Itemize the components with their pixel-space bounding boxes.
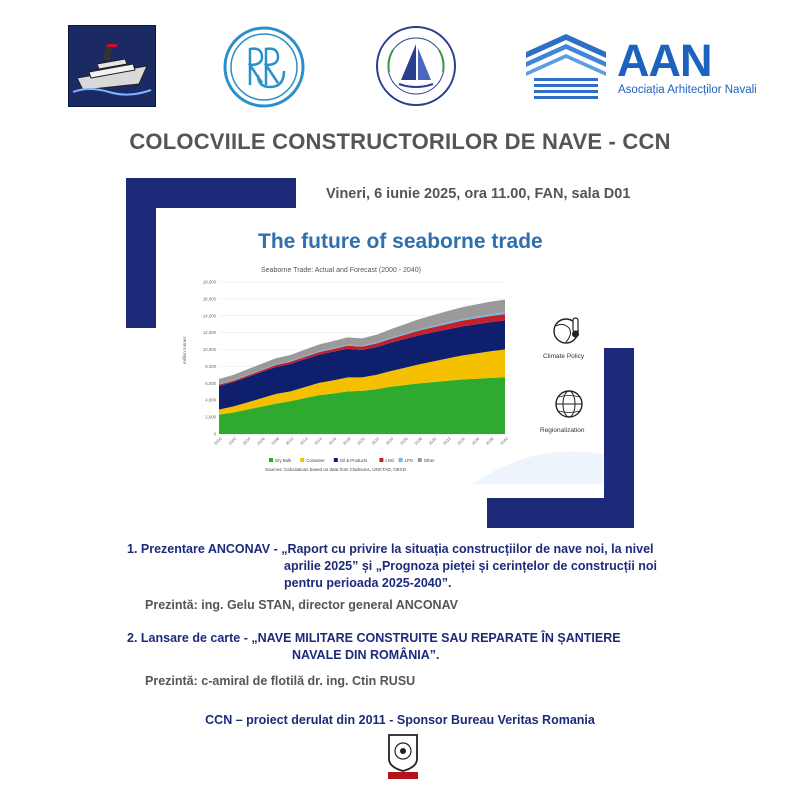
seaborne-trade-chart [173, 222, 603, 484]
program-item-1-continuation: aprilie 2025” și „Prognoza pieței și cerințelor de construcții noi pentru perioada 2025-2040”. [284, 559, 658, 590]
y-tick-label: 0 [213, 431, 216, 437]
thermometer-globe-icon [554, 318, 579, 343]
stacked-waves-icon [526, 32, 606, 102]
x-tick-label: 2020 [356, 436, 366, 446]
frame-corner-bottom-right-horizontal [487, 498, 634, 528]
program-item-2-heading: 2. Lansare de carte - „NAVE MILITARE CONSTRUITE SAU REPARATE ÎN ȘANTIERE [127, 631, 621, 645]
program-item-1-presenter: Prezintă: ing. Gelu STAN, director general ANCONAV [145, 598, 459, 612]
x-tick-label: 2038 [484, 436, 495, 446]
x-tick-label: 2000 [213, 436, 223, 446]
sailboat-seal-icon [375, 24, 457, 108]
regionalization-block [540, 391, 585, 434]
legend-swatch [379, 458, 383, 462]
x-tick-label: 2004 [241, 436, 252, 446]
footer-sponsor-line: CCN – proiect derulat din 2011 - Sponsor Bureau Veritas Romania [205, 713, 595, 727]
legend-label: Oil & Products [339, 458, 368, 463]
chart-panel [173, 222, 603, 484]
y-tick-label: 6,000 [205, 380, 216, 386]
page-title: COLOCVIILE CONSTRUCTORILOR DE NAVE - CCN [129, 129, 671, 154]
x-tick-label: 2008 [270, 436, 281, 446]
legend-label: Other [423, 458, 435, 463]
frame-corner-top-left-vertical [126, 178, 156, 328]
arg-monogram-icon [222, 25, 306, 109]
x-tick-label: 2018 [341, 436, 352, 446]
ship-logo [68, 25, 156, 107]
program-item-2-presenter: Prezintă: c-amiral de flotilă dr. ing. Ctin RUSU [145, 674, 416, 688]
legend-label: Dry Bulk [275, 458, 292, 463]
legend-swatch [300, 458, 304, 462]
x-tick-label: 2006 [255, 436, 266, 446]
aan-wordmark: AAN [617, 35, 712, 86]
y-tick-label: 2,000 [205, 414, 216, 420]
x-tick-label: 2036 [470, 436, 481, 446]
y-tick-label: 4,000 [205, 397, 216, 403]
climate-policy-label: Climate Policy [543, 353, 585, 360]
legend-label: LNG [385, 458, 395, 463]
chart-source: Sources: Calculations based on data from Clarksons, UNCTAD, OECD [265, 467, 407, 472]
y-tick-label: 16,000 [202, 296, 216, 302]
x-tick-label: 2014 [313, 436, 323, 446]
x-tick-label: 2024 [384, 436, 395, 446]
legend-swatch [269, 458, 273, 462]
x-tick-label: 2040 [499, 436, 509, 446]
arg-monogram-logo [222, 25, 306, 109]
chart-heading: The future of seaborne trade [258, 230, 543, 253]
y-tick-label: 12,000 [202, 330, 216, 336]
x-tick-label: 2030 [427, 436, 438, 446]
bureau-veritas-logo [385, 733, 421, 779]
program-item-1-heading: 1. Prezentare ANCONAV - „Raport cu privire la situația construcțiilor de nave noi, la nivel [127, 542, 654, 556]
x-tick-label: 2028 [413, 436, 424, 446]
legend-swatch [399, 458, 403, 462]
x-tick-label: 2032 [441, 436, 452, 446]
x-tick-label: 2002 [227, 436, 238, 446]
faculty-naval-architecture-logo [375, 24, 457, 108]
x-tick-label: 2016 [327, 436, 338, 446]
x-tick-label: 2026 [398, 436, 409, 446]
globe-icon [556, 391, 582, 417]
x-tick-label: 2022 [370, 436, 381, 446]
legend-label: LPG [404, 458, 414, 463]
chart-title: Seaborne Trade: Actual and Forecast (2000 - 2040) [261, 267, 421, 274]
y-tick-label: 8,000 [205, 363, 216, 369]
regionalization-label: Regionalization [540, 427, 585, 434]
y-tick-label: 14,000 [202, 313, 216, 319]
legend-swatch [334, 458, 338, 462]
x-tick-label: 2034 [456, 436, 466, 446]
y-tick-label: 10,000 [202, 347, 216, 353]
decorative-wave [473, 451, 603, 484]
y-tick-label: 18,000 [202, 279, 216, 285]
x-tick-label: 2012 [298, 436, 309, 446]
legend-label: Container [306, 458, 325, 463]
program-item-2-continuation: NAVALE DIN ROMÂNIA”. [292, 648, 440, 662]
aan-subtitle: Asociația Arhitecților Navali [618, 84, 757, 96]
climate-policy-block [543, 318, 585, 360]
aan-logo-mark [526, 32, 606, 102]
bureau-veritas-seal-icon [385, 733, 421, 779]
event-date: Vineri, 6 iunie 2025, ora 11.00, FAN, sala D01 [326, 186, 631, 202]
ship-icon [69, 26, 155, 106]
y-axis-label: million tonnes [182, 336, 187, 364]
x-tick-label: 2010 [284, 436, 295, 446]
legend-swatch [418, 458, 422, 462]
